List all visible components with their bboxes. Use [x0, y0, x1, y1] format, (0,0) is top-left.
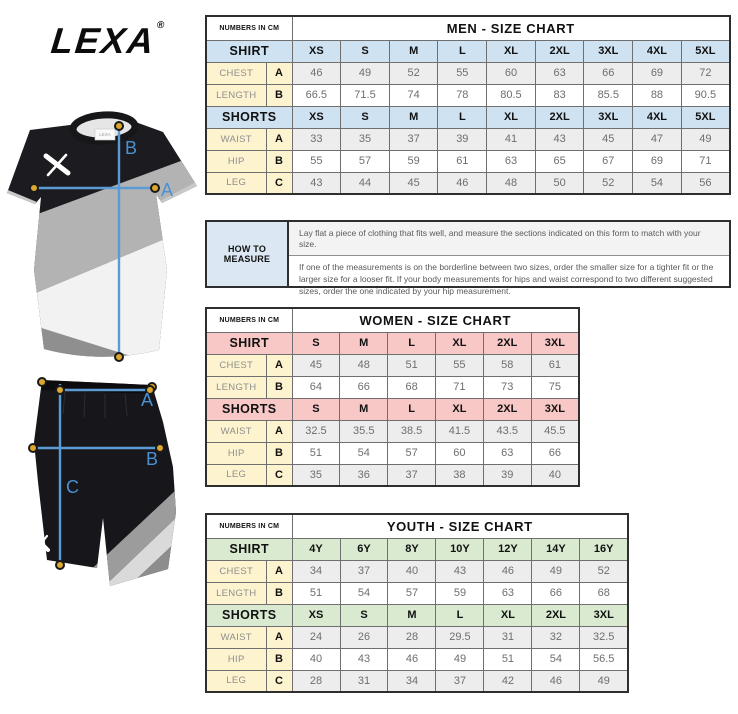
size-value: 41 [487, 128, 536, 150]
size-value: 44 [341, 172, 390, 194]
size-value: 54 [340, 442, 388, 464]
size-value: 34 [388, 670, 436, 692]
measure-letter: A [266, 560, 292, 582]
size-value: 59 [436, 582, 484, 604]
shorts-group-header: SHORTS [206, 604, 292, 626]
size-value: 35 [292, 464, 340, 486]
measure-row [206, 354, 579, 376]
size-value: 45.5 [531, 420, 579, 442]
size-value: 71 [436, 376, 484, 398]
size-value: 46 [388, 648, 436, 670]
size-header: XS [292, 106, 341, 128]
size-value: 60 [436, 442, 484, 464]
size-header: M [388, 604, 436, 626]
size-value: 67 [584, 150, 633, 172]
how-to-measure-box [205, 220, 731, 296]
size-value: 31 [340, 670, 388, 692]
size-value: 38 [436, 464, 484, 486]
size-header: XL [487, 106, 536, 128]
shorts-group-header: SHORTS [206, 106, 292, 128]
size-header: XS [292, 604, 340, 626]
size-value: 66.5 [292, 84, 341, 106]
shorts-group-header: SHORTS [206, 398, 292, 420]
size-value: 57 [388, 582, 436, 604]
size-value: 57 [388, 442, 436, 464]
measure-letter: B [266, 582, 292, 604]
measure-row-label: LEG [206, 464, 266, 486]
size-value: 52 [584, 172, 633, 194]
size-value: 36 [340, 464, 388, 486]
size-value: 39 [438, 128, 487, 150]
measure-row-label: WAIST [206, 420, 266, 442]
measure-letter: B [266, 648, 292, 670]
measure-letter: B [266, 84, 292, 106]
size-value: 63 [483, 442, 531, 464]
size-value: 54 [532, 648, 580, 670]
size-header: 2XL [535, 106, 584, 128]
measure-row [206, 376, 579, 398]
size-value: 37 [436, 670, 484, 692]
size-value: 43 [340, 648, 388, 670]
measure-letter: B [266, 376, 292, 398]
measure-letter: A [266, 420, 292, 442]
size-value: 37 [389, 128, 438, 150]
size-value: 41.5 [436, 420, 484, 442]
shirt-illustration [0, 100, 205, 362]
brand-name: LEXA [49, 20, 158, 61]
size-value: 42 [484, 670, 532, 692]
registered-mark: ® [156, 20, 165, 31]
youth-size-chart [205, 513, 629, 693]
size-value: 80.5 [487, 84, 536, 106]
size-header: 3XL [580, 604, 628, 626]
size-value: 51 [292, 442, 340, 464]
size-value: 55 [436, 354, 484, 376]
measure-row-label: WAIST [206, 626, 266, 648]
size-value: 74 [389, 84, 438, 106]
shorts-waist-label: A [141, 390, 154, 410]
size-header: XL [487, 40, 536, 62]
measure-letter: C [266, 172, 292, 194]
size-value: 69 [633, 62, 682, 84]
size-value: 43 [535, 128, 584, 150]
size-value: 49 [580, 670, 628, 692]
size-value: 28 [388, 626, 436, 648]
measure-row-label: LEG [206, 172, 266, 194]
size-header: 4XL [633, 40, 682, 62]
size-header: 3XL [531, 398, 579, 420]
size-value: 49 [341, 62, 390, 84]
size-value: 56.5 [580, 648, 628, 670]
size-value: 46 [532, 670, 580, 692]
size-value: 63 [535, 62, 584, 84]
chart-title: YOUTH - SIZE CHART [292, 514, 628, 538]
size-header: 12Y [484, 538, 532, 560]
size-value: 55 [292, 150, 341, 172]
size-value: 51 [388, 354, 436, 376]
size-value: 48 [487, 172, 536, 194]
measure-row [206, 128, 730, 150]
size-header: 3XL [531, 332, 579, 354]
measure-row [206, 560, 628, 582]
measure-letter: A [266, 354, 292, 376]
shorts-body [10, 362, 200, 592]
size-header: S [341, 106, 390, 128]
size-value: 32 [532, 626, 580, 648]
size-value: 88 [633, 84, 682, 106]
size-value: 39 [483, 464, 531, 486]
size-value: 78 [438, 84, 487, 106]
units-label: NUMBERS IN CM [206, 514, 292, 538]
size-value: 40 [292, 648, 340, 670]
size-value: 71.5 [341, 84, 390, 106]
size-header: XS [292, 40, 341, 62]
chart-title: WOMEN - SIZE CHART [292, 308, 579, 332]
size-value: 24 [292, 626, 340, 648]
shorts-hip-label: B [146, 449, 159, 469]
size-header: 2XL [483, 398, 531, 420]
size-value: 26 [340, 626, 388, 648]
size-value: 45 [292, 354, 340, 376]
size-header: S [340, 604, 388, 626]
size-header: 5XL [681, 106, 730, 128]
size-value: 37 [388, 464, 436, 486]
size-header: S [292, 332, 340, 354]
size-value: 37 [340, 560, 388, 582]
size-header: L [388, 332, 436, 354]
shirt-chest-label: A [161, 180, 174, 200]
men-size-table [205, 15, 731, 195]
brand-logo [30, 20, 184, 62]
men-size-chart [205, 15, 731, 195]
size-value: 45 [584, 128, 633, 150]
size-value: 50 [535, 172, 584, 194]
size-header: XL [436, 398, 484, 420]
size-value: 63 [487, 150, 536, 172]
size-header: L [438, 40, 487, 62]
chart-title: MEN - SIZE CHART [292, 16, 730, 40]
size-value: 63 [484, 582, 532, 604]
size-value: 38.5 [388, 420, 436, 442]
size-header: 5XL [681, 40, 730, 62]
measure-row-label: LEG [206, 670, 266, 692]
size-value: 66 [340, 376, 388, 398]
size-value: 68 [388, 376, 436, 398]
size-value: 85.5 [584, 84, 633, 106]
measure-row-label: HIP [206, 442, 266, 464]
size-header: M [340, 332, 388, 354]
size-value: 51 [292, 582, 340, 604]
size-value: 29.5 [436, 626, 484, 648]
size-value: 31 [484, 626, 532, 648]
size-value: 75 [531, 376, 579, 398]
size-header: M [340, 398, 388, 420]
size-value: 43.5 [483, 420, 531, 442]
size-value: 40 [531, 464, 579, 486]
women-size-chart [205, 307, 580, 487]
measure-row [206, 648, 628, 670]
measure-row-label: LENGTH [206, 582, 266, 604]
size-value: 68 [580, 582, 628, 604]
size-header: M [389, 106, 438, 128]
measure-letter: A [266, 62, 292, 84]
shirt-group-header: SHIRT [206, 538, 292, 560]
size-header: 16Y [580, 538, 628, 560]
size-value: 48 [340, 354, 388, 376]
size-value: 66 [584, 62, 633, 84]
size-value: 55 [438, 62, 487, 84]
size-header: 4XL [633, 106, 682, 128]
size-value: 66 [531, 442, 579, 464]
measure-instruction-1: Lay flat a piece of clothing that fits well, and measure the sections indicated on this form to match with your size. [289, 222, 729, 256]
measure-row [206, 150, 730, 172]
units-label: NUMBERS IN CM [206, 308, 292, 332]
size-value: 56 [681, 172, 730, 194]
measure-letter: C [266, 670, 292, 692]
size-value: 35.5 [340, 420, 388, 442]
size-value: 64 [292, 376, 340, 398]
size-value: 83 [535, 84, 584, 106]
size-value: 54 [340, 582, 388, 604]
size-header: 4Y [292, 538, 340, 560]
size-value: 66 [532, 582, 580, 604]
measure-row-label: LENGTH [206, 84, 266, 106]
size-value: 58 [483, 354, 531, 376]
measure-row-label: CHEST [206, 62, 266, 84]
measure-row [206, 582, 628, 604]
how-to-measure-label: HOW TO MEASURE [207, 222, 289, 286]
size-header: 3XL [584, 106, 633, 128]
size-value: 28 [292, 670, 340, 692]
size-value: 32.5 [292, 420, 340, 442]
size-value: 47 [633, 128, 682, 150]
size-header: S [292, 398, 340, 420]
size-header: S [341, 40, 390, 62]
size-value: 45 [389, 172, 438, 194]
size-value: 43 [292, 172, 341, 194]
size-value: 43 [436, 560, 484, 582]
measure-row [206, 84, 730, 106]
measure-row-label: LENGTH [206, 376, 266, 398]
size-header: 2XL [535, 40, 584, 62]
how-to-measure-content [289, 222, 729, 296]
size-value: 71 [681, 150, 730, 172]
measure-row [206, 464, 579, 486]
measure-row [206, 626, 628, 648]
size-value: 61 [438, 150, 487, 172]
size-value: 46 [438, 172, 487, 194]
size-value: 54 [633, 172, 682, 194]
size-value: 52 [580, 560, 628, 582]
size-value: 57 [341, 150, 390, 172]
size-value: 34 [292, 560, 340, 582]
shirt-length-label: B [125, 138, 138, 158]
measure-row-label: CHEST [206, 354, 266, 376]
measure-row [206, 172, 730, 194]
measure-row [206, 442, 579, 464]
measure-letter: A [266, 626, 292, 648]
size-value: 46 [292, 62, 341, 84]
measure-row [206, 670, 628, 692]
size-value: 65 [535, 150, 584, 172]
youth-size-table [205, 513, 629, 693]
size-value: 52 [389, 62, 438, 84]
size-value: 40 [388, 560, 436, 582]
measure-instruction-2: If one of the measurements is on the borderline between two sizes, order the smaller size for a tighter fit or the larger size for a looser fit. If your body measurements for hips and waist correspond to two different suggested sizes, order the one indicated by your hip measurement. [299, 262, 714, 296]
measure-row-label: HIP [206, 150, 266, 172]
size-value: 72 [681, 62, 730, 84]
size-header: 14Y [532, 538, 580, 560]
measure-letter: A [266, 128, 292, 150]
size-header: L [438, 106, 487, 128]
shirt-group-header: SHIRT [206, 332, 292, 354]
shorts-leg-label: C [66, 477, 79, 497]
women-size-table [205, 307, 580, 487]
size-header: M [389, 40, 438, 62]
size-value: 51 [484, 648, 532, 670]
size-value: 60 [487, 62, 536, 84]
size-header: 2XL [532, 604, 580, 626]
shorts-illustration [10, 362, 200, 592]
size-value: 32.5 [580, 626, 628, 648]
size-header: XL [484, 604, 532, 626]
size-value: 90.5 [681, 84, 730, 106]
measure-row [206, 420, 579, 442]
units-label: NUMBERS IN CM [206, 16, 292, 40]
size-header: L [388, 398, 436, 420]
measure-row-label: WAIST [206, 128, 266, 150]
measure-row-label: HIP [206, 648, 266, 670]
size-value: 49 [532, 560, 580, 582]
size-value: 35 [341, 128, 390, 150]
size-header: 3XL [584, 40, 633, 62]
collar-tag-label: LEXA [99, 132, 111, 137]
size-value: 49 [436, 648, 484, 670]
size-header: 2XL [483, 332, 531, 354]
measure-row-label: CHEST [206, 560, 266, 582]
size-header: L [436, 604, 484, 626]
measure-letter: B [266, 442, 292, 464]
size-value: 59 [389, 150, 438, 172]
size-value: 61 [531, 354, 579, 376]
size-header: 6Y [340, 538, 388, 560]
size-header: 8Y [388, 538, 436, 560]
shirt-group-header: SHIRT [206, 40, 292, 62]
size-value: 49 [681, 128, 730, 150]
size-header: XL [436, 332, 484, 354]
size-value: 69 [633, 150, 682, 172]
measure-letter: C [266, 464, 292, 486]
measure-letter: B [266, 150, 292, 172]
size-header: 10Y [436, 538, 484, 560]
size-value: 33 [292, 128, 341, 150]
size-value: 46 [484, 560, 532, 582]
measure-row [206, 62, 730, 84]
size-value: 73 [483, 376, 531, 398]
